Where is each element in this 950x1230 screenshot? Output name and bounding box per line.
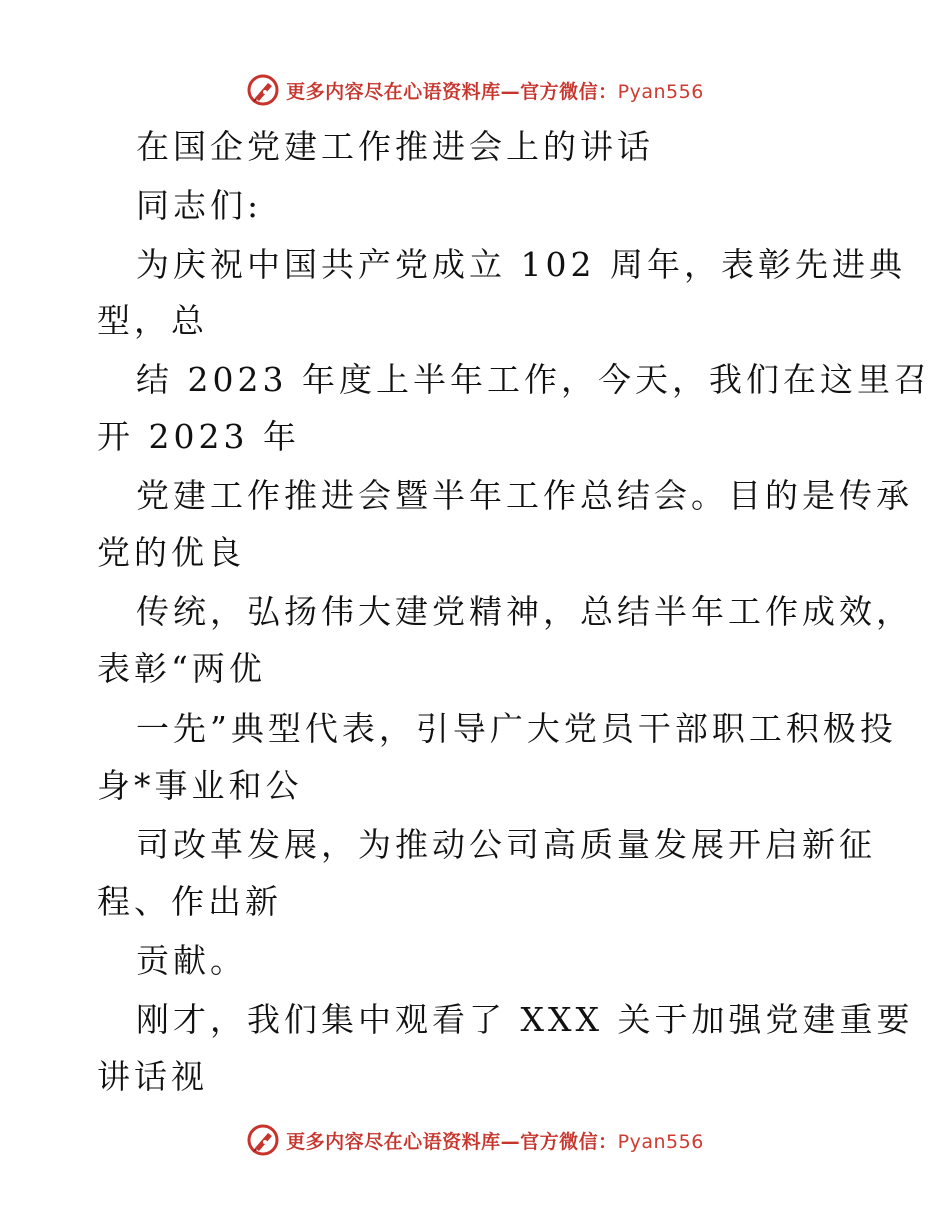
- paragraph-line: 刚才，我们集中观看了 XXX 关于加强党建重要: [136, 1000, 914, 1039]
- paragraph-line: 党的优良: [97, 533, 245, 572]
- paragraph-line: 党建工作推进会暨半年工作总结会。目的是传承: [136, 476, 913, 515]
- paragraph-line: 传统，弘扬伟大建党精神，总结半年工作成效，: [136, 592, 913, 631]
- pen-circle-logo-icon: [246, 73, 280, 107]
- header-watermark: [0, 70, 950, 110]
- paragraph-line: 表彰“两优: [97, 649, 266, 688]
- footer-watermark: [0, 1120, 950, 1160]
- paragraph-line: 型，总: [97, 301, 208, 340]
- pen-circle-logo-icon: [246, 1123, 280, 1157]
- paragraph-line: 贡献。: [136, 941, 247, 980]
- watermark-text: 更多内容尽在心语资料库—官方微信：Pyan556: [286, 80, 704, 103]
- paragraph-line: 一先”典型代表，引导广大党员干部职工积极投: [136, 709, 897, 748]
- paragraph-line: 司改革发展，为推动公司高质量发展开启新征: [136, 825, 876, 864]
- paragraph-line: 结 2023 年度上半年工作，今天，我们在这里召: [136, 360, 931, 399]
- paragraph-line: 为庆祝中国共产党成立 102 周年，表彰先进典: [136, 245, 906, 284]
- paragraph-line: 讲话视: [97, 1057, 208, 1096]
- watermark-text: 更多内容尽在心语资料库—官方微信：Pyan556: [286, 1130, 704, 1153]
- paragraph-line: 同志们:: [136, 186, 263, 225]
- document-title: 在国企党建工作推进会上的讲话: [136, 127, 654, 166]
- paragraph-line: 开 2023 年: [97, 417, 300, 456]
- paragraph-line: 身*事业和公: [97, 766, 303, 805]
- paragraph-line: 程、作出新: [97, 882, 282, 921]
